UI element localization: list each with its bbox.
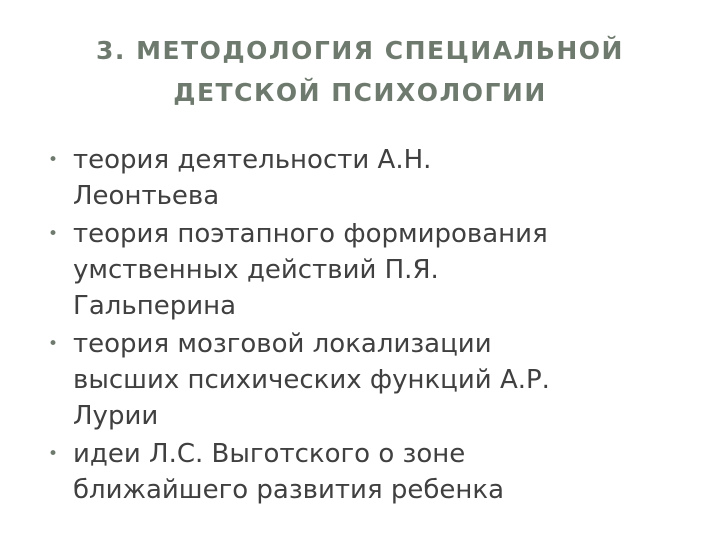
bullet-list [48,142,688,510]
bullet-item-galperin [48,216,688,324]
bullet-text-line: Леонтьева [73,181,220,211]
bullet-text-line: теория деятельности А.Н. [73,145,432,175]
bullet-text-line: Лурии [73,401,159,431]
bullet-text-line: высших психических функций А.Р. [73,365,550,395]
bullet-item-luria [48,326,688,434]
bullet-dot-icon: • [48,224,59,244]
bullet-text-line: ближайшего развития ребенка [73,475,505,505]
bullet-item-vygotsky [48,436,688,508]
bullet-dot-icon: • [48,150,59,170]
bullet-dot-icon: • [48,444,59,464]
bullet-text-line: теория поэтапного формирования [73,219,548,249]
bullet-text-line: умственных действий П.Я. [73,255,439,285]
bullet-text-line: Гальперина [73,291,237,321]
bullet-text-line: теория мозговой локализации [73,329,492,359]
bullet-text-line: идеи Л.С. Выготского о зоне [73,439,466,469]
slide-title-line-2: ДЕТСКОЙ ПСИХОЛОГИИ [173,78,547,107]
slide-title-line-1: 3. МЕТОДОЛОГИЯ СПЕЦИАЛЬНОЙ [96,36,624,65]
bullet-dot-icon: • [48,334,59,354]
slide-title [40,30,680,114]
bullet-item-leontiev [48,142,688,214]
